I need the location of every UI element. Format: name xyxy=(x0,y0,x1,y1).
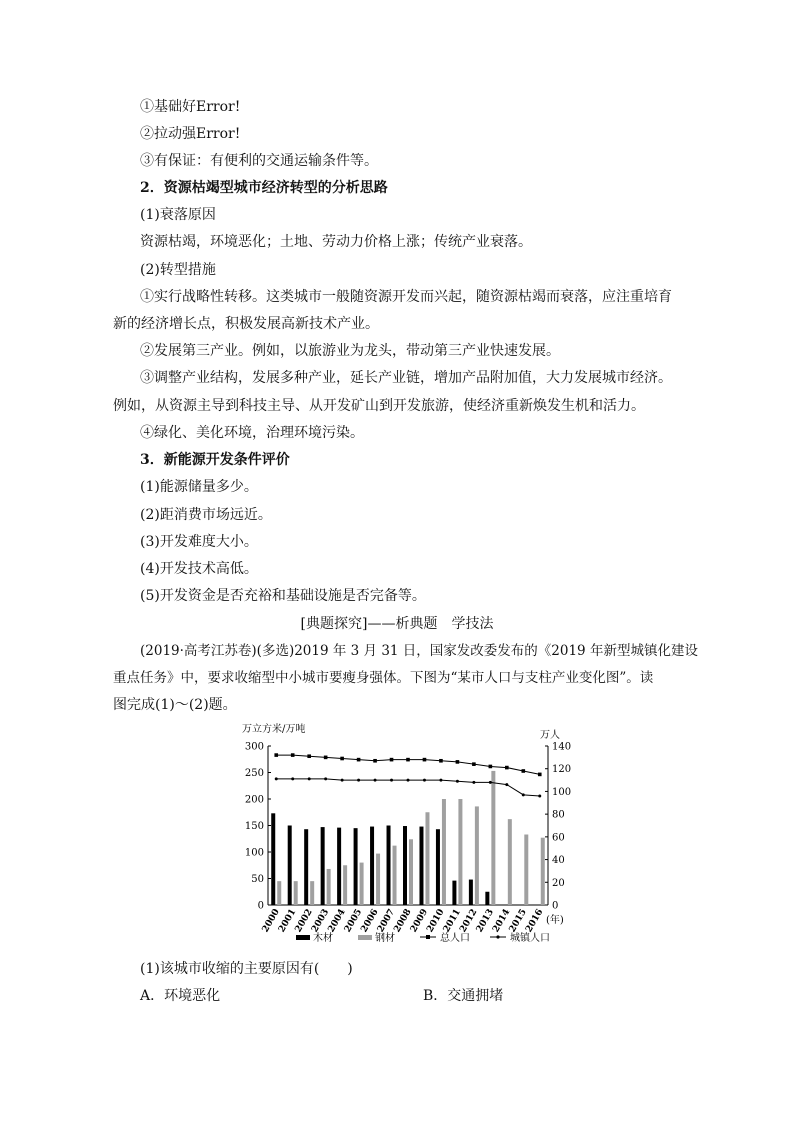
x-tick-label: 2015 xyxy=(507,907,529,935)
bar-steel xyxy=(442,799,446,905)
x-tick-label: 2006 xyxy=(359,907,381,935)
bar-timber xyxy=(387,826,391,906)
urban-population-point xyxy=(439,779,442,782)
bar-timber xyxy=(419,827,423,905)
text-line: ②拉动强Error! xyxy=(140,126,241,142)
left-tick-label: 50 xyxy=(251,874,264,885)
right-tick-label: 20 xyxy=(552,877,565,889)
text-line: (5)开发资金是否充裕和基础设施是否完备等。 xyxy=(140,588,426,604)
section-title: [典题探究]——析典题 学技法 xyxy=(300,616,494,632)
bar-timber xyxy=(403,826,407,905)
text-line: (2)距消费市场远近。 xyxy=(140,507,272,523)
x-tick-label: 2007 xyxy=(375,907,398,935)
x-tick-label: 2002 xyxy=(293,907,315,935)
urban-population-point xyxy=(505,783,508,786)
bar-timber xyxy=(452,881,456,905)
bar-steel xyxy=(475,806,479,905)
population-industry-chart xyxy=(238,718,598,950)
text-line: ④绿化、美化环境，治理环境污染。 xyxy=(140,425,364,441)
text-line: ②发展第三产业。例如，以旅游业为龙头，带动第三产业快速发展。 xyxy=(140,343,560,359)
total-population-point xyxy=(357,758,361,762)
right-tick-label: 60 xyxy=(552,832,565,844)
text-line: ③调整产业结构，发展多种产业，延长产业链，增加产品附加值，大力发展城市经济。 xyxy=(140,370,672,386)
sub-question: (1)该城市收缩的主要原因有( ) xyxy=(140,961,353,977)
right-tick-label: 100 xyxy=(552,786,572,798)
bar-steel xyxy=(310,881,314,905)
urban-population-point xyxy=(308,777,311,780)
total-population-point xyxy=(390,758,394,762)
text-line: ③有保证：有便利的交通运输条件等。 xyxy=(140,153,378,169)
bar-timber xyxy=(288,826,292,906)
left-tick-label: 0 xyxy=(257,900,264,912)
right-tick-label: 140 xyxy=(552,741,572,753)
legend-label: 城镇人口 xyxy=(510,933,550,944)
bar-steel xyxy=(425,812,429,905)
left-tick-label: 150 xyxy=(244,821,264,832)
bar-timber xyxy=(370,827,374,905)
x-tick-label: 2000 xyxy=(260,907,282,935)
left-tick-label: 200 xyxy=(244,794,264,806)
bar-steel xyxy=(393,846,397,905)
legend-label: 总人口 xyxy=(440,933,470,944)
x-tick-label: 2010 xyxy=(425,907,447,935)
urban-population-point xyxy=(374,779,377,782)
x-tick-label: 2009 xyxy=(408,907,431,935)
total-population-point xyxy=(274,753,278,757)
total-population-point xyxy=(456,760,460,764)
text-line: 新的经济增长点，积极发展高新技术产业。 xyxy=(113,316,379,332)
left-axis-label: 万立方米/万吨 xyxy=(242,724,306,735)
chart-lines xyxy=(274,753,541,797)
left-tick-label: 250 xyxy=(244,768,264,779)
right-tick-label: 80 xyxy=(552,809,565,821)
text-line: (1)能源储量多少。 xyxy=(140,479,258,495)
total-population-point xyxy=(521,769,525,773)
bar-steel xyxy=(360,863,364,905)
legend-label: 木材 xyxy=(313,933,333,944)
legend-marker xyxy=(426,935,430,939)
urban-population-point xyxy=(456,780,459,783)
text-line: (2)转型措施 xyxy=(140,262,216,278)
total-population-point xyxy=(472,762,476,766)
bar-steel xyxy=(524,835,528,905)
x-tick-label: 2013 xyxy=(474,907,496,935)
bar-timber xyxy=(485,892,489,905)
bar-steel xyxy=(277,881,281,905)
right-axis-label: 万人 xyxy=(540,730,560,741)
urban-population-point xyxy=(341,779,344,782)
x-tick-label: 2003 xyxy=(310,907,332,935)
legend-swatch xyxy=(358,935,372,940)
bar-timber xyxy=(354,828,358,905)
total-population-point xyxy=(340,757,344,761)
left-tick-label: 300 xyxy=(244,741,264,753)
question-stem: (2019·高考江苏卷)(多选)2019 年 3 月 31 日，国家发改委发布的《2019 年新型城镇化建设 xyxy=(140,643,698,659)
legend-marker xyxy=(496,935,499,938)
chart-bars xyxy=(271,771,545,905)
bar-timber xyxy=(469,880,473,905)
urban-population-point xyxy=(538,794,541,797)
bar-timber xyxy=(304,829,308,905)
total-population-point xyxy=(373,759,377,763)
bar-steel xyxy=(343,865,347,905)
right-tick-label: 40 xyxy=(552,855,565,867)
question-stem: 重点任务》中，要求收缩型中小城市要瘦身强体。下图为“某市人口与支柱产业变化图”。读 xyxy=(113,670,654,686)
bar-timber xyxy=(436,829,440,905)
bar-steel xyxy=(409,839,413,905)
bar-steel xyxy=(327,869,331,905)
option-a: A．环境恶化 xyxy=(140,988,221,1004)
x-tick-label: 2011 xyxy=(441,907,464,935)
heading-3: 3．新能源开发条件评价 xyxy=(140,452,290,468)
x-tick-label: 2004 xyxy=(326,907,348,935)
bar-steel xyxy=(458,799,462,905)
urban-population-point xyxy=(357,779,360,782)
bar-timber xyxy=(321,827,325,905)
urban-population-point xyxy=(390,779,393,782)
legend-swatch xyxy=(296,935,310,940)
total-population-point xyxy=(538,773,542,777)
urban-population-point xyxy=(472,781,475,784)
total-population-point xyxy=(423,758,427,762)
right-tick-label: 0 xyxy=(552,900,559,912)
text-line: 例如，从资源主导到科技主导、从开发矿山到开发旅游，使经济重新焕发生机和活力。 xyxy=(113,398,645,414)
text-line: ①实行战略性转移。这类城市一般随资源开发而兴起，随资源枯竭而衰落，应注重培育 xyxy=(140,289,672,305)
option-b: B．交通拥堵 xyxy=(423,988,504,1004)
text-line: ①基础好Error! xyxy=(140,99,241,115)
urban-population-point xyxy=(275,777,278,780)
bar-timber xyxy=(271,813,275,905)
legend-label: 钢材 xyxy=(375,933,395,944)
x-tick-label: 2001 xyxy=(277,907,299,935)
total-population-point xyxy=(406,758,410,762)
urban-population-point xyxy=(489,781,492,784)
total-population-point xyxy=(307,754,311,758)
x-tick-label: 2012 xyxy=(458,907,480,935)
total-population-point xyxy=(291,753,295,757)
bar-steel xyxy=(508,819,512,905)
left-tick-label: 100 xyxy=(244,847,264,859)
urban-population-point xyxy=(291,777,294,780)
total-population-point xyxy=(505,766,509,770)
text-line: (1)衰落原因 xyxy=(140,207,216,223)
heading-2: 2．资源枯竭型城市经济转型的分析思路 xyxy=(140,180,388,196)
text-line: 资源枯竭，环境恶化；土地、劳动力价格上涨；传统产业衰落。 xyxy=(140,234,532,250)
x-tick-label: 2014 xyxy=(491,907,513,935)
bar-timber xyxy=(337,828,341,905)
x-tick-label: 2016 xyxy=(524,907,546,935)
bar-steel xyxy=(491,771,495,905)
bar-steel xyxy=(294,881,298,905)
question-stem: 图完成(1)～(2)题。 xyxy=(113,697,237,713)
right-tick-label: 120 xyxy=(552,764,572,776)
urban-population-point xyxy=(324,777,327,780)
total-population-point xyxy=(324,756,328,760)
total-population-point xyxy=(489,765,493,769)
x-tick-label: 2005 xyxy=(342,907,365,935)
text-line: (3)开发难度大小。 xyxy=(140,534,258,550)
urban-population-point xyxy=(423,779,426,782)
text-line: (4)开发技术高低。 xyxy=(140,561,258,577)
bar-steel xyxy=(376,854,380,905)
x-tick-label: 2008 xyxy=(392,907,414,935)
total-population-point xyxy=(439,759,443,763)
x-unit-label: (年) xyxy=(546,915,564,926)
urban-population-point xyxy=(522,793,525,796)
bar-steel xyxy=(541,838,545,905)
urban-population-point xyxy=(407,779,410,782)
